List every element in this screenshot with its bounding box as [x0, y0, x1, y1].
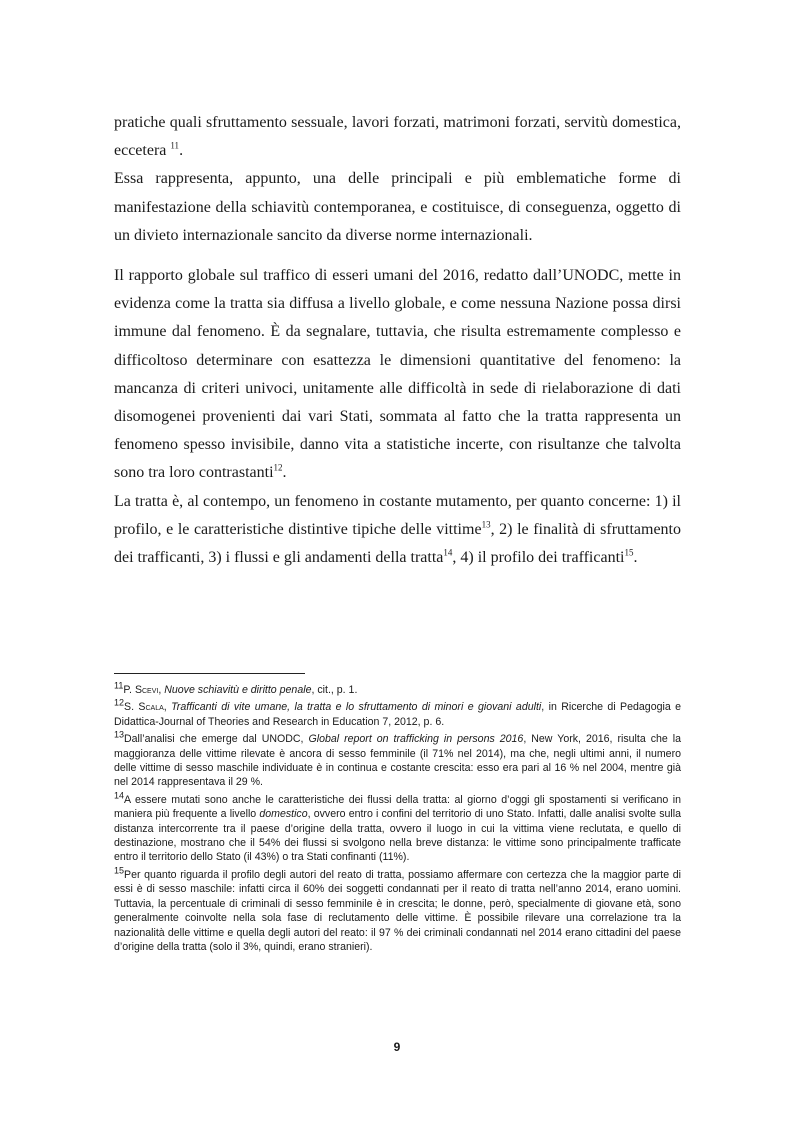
paragraph-1-text: pratiche quali sfruttamento sessuale, lavori forzati, matrimoni forzati, servitù domestica, eccetera	[114, 114, 681, 160]
footnote-ref-13[interactable]: 13	[481, 519, 491, 530]
footnote-number: 11	[114, 680, 124, 691]
footnote-number: 15	[114, 865, 125, 876]
footnote-ref-11[interactable]: 11	[170, 140, 180, 151]
paragraph-4-text-2: , 2) le finalità di sfruttamento dei trafficanti, 3) i flussi e gli andamenti della tratta	[114, 520, 682, 567]
paragraph-4-text-1: La tratta è, al contempo, un fenomeno in costante mutamento, per quanto concerne: 1) il profilo, e le caratteristiche distintive tipiche delle vittime	[114, 492, 681, 538]
footnote-author-initial: P.	[123, 684, 135, 696]
footnote-separator-text: ,	[163, 701, 172, 714]
footnote-text: , New York, 2016, risulta che la maggioranza delle vittime rilevate è ancora di sesso femminile (il 71% nel 2014), ma che, negli ultimi anni, il numero delle vittime di sesso maschile individuate è in continua e costante crescita: esso era pari al 16 % nel 2004, mentre già nel 2014 rappresentava il 29 %.	[114, 733, 682, 789]
footnote-ref-15[interactable]: 15	[624, 547, 634, 558]
paragraph-4	[114, 488, 681, 573]
footnote-13	[114, 729, 682, 790]
footnotes	[114, 680, 682, 957]
footnote-title: Trafficanti di vite umane, la tratta e lo sfruttamento di minori e giovani adulti	[171, 701, 542, 714]
footnote-12	[114, 697, 682, 729]
footnote-separator	[114, 673, 305, 674]
footnote-author: Scevi	[134, 684, 159, 696]
footnote-ref-14[interactable]: 14	[443, 547, 453, 558]
paragraph-3-text: Il rapporto globale sul traffico di esseri umani del 2016, redatto dall’UNODC, mette in evidenza come la tratta sia diffusa a livello globale, e come nessuna Nazione possa dirsi immune dal fenomeno. È da segnalare, tuttavia, che risulta estremamente complesso e difficoltoso determinare con esattezza le dimensioni quantitative del fenomeno: la mancanza di criteri univoci, unitamente alle difficoltà in sede di rielaborazione di dati disomogenei provenienti dai vari Stati, sommata al fatto che la tratta rappresenta un fenomeno spesso invisibile, danno vita a statistiche incerte, con risultanze che talvolta sono tra loro contrastanti	[114, 267, 681, 482]
footnote-text: Dall’analisi che emerge dal UNODC,	[124, 733, 309, 746]
footnote-14	[114, 790, 681, 865]
footnote-text: A essere mutati sono anche le caratteristiche dei flussi della tratta: al giorno d’oggi gli spostamenti si verificano in maniera più frequente a livello	[114, 793, 681, 821]
page-number: 9	[393, 1040, 401, 1054]
paragraph-1	[114, 109, 681, 165]
footnote-11	[114, 680, 681, 697]
footnote-number: 14	[114, 790, 125, 801]
footnote-text: , ovvero entro i confini del territorio di uno Stato. Infatti, dalle analisi svolte sulla distanza intercorrente tra il paese d’origine della tratta, ovvero il luogo in cui la vittima viene reclutata, e quello di destinazione, mostrano che il 54% dei flussi si svolgono nella breve distanza: le vittime sono principalmente trafficate entro il territorio dello Stato (il 43%) o tra Stati confinanti (11%).	[114, 808, 681, 864]
paragraph-1-end: .	[179, 142, 184, 160]
footnote-author: Scala	[138, 701, 164, 714]
footnote-ref-12[interactable]: 12	[273, 463, 283, 474]
footnote-number: 12	[114, 697, 125, 708]
paragraph-2: Essa rappresenta, appunto, una delle principali e più emblematiche forme di manifestazione della schiavitù contemporanea, e costituisce, di conseguenza, oggetto di un divieto internazionale sancito da diverse norme internazionali.	[114, 170, 681, 244]
paragraph-4-text-3: , 4) il profilo dei trafficanti	[452, 549, 625, 567]
main-text	[114, 109, 681, 572]
footnote-text: Per quanto riguarda il profilo degli autori del reato di tratta, possiamo affermare con certezza che la maggior parte di essi è di sesso maschile: infatti circa il 60% dei soggetti condannati per il reato di tratta nell’anno 2014, erano uomini. Tuttavia, la percentuale di criminali di sesso femminile è in crescita; le donne, però, specialmente di giovane età, sono generalmente coinvolte nella sola fase di reclutamento delle vittime. È possibile rilevare una correlazione tra la nazionalità delle vittime e quella degli autori del reato: il 97 % dei criminali condannati nel 2014 erano cittadini del paese d’origine della tratta (solo il 3%, quindi, erano stranieri).	[114, 868, 681, 953]
paragraph-3-end: .	[282, 464, 287, 482]
footnote-title: Global report on trafficking in persons 2016	[308, 733, 524, 746]
footnote-separator-text: ,	[158, 684, 165, 696]
footnote-author-initial: S.	[124, 701, 139, 714]
footnote-number: 13	[114, 729, 125, 740]
footnote-text: , in Ricerche di Pedagogia e Didattica-Journal of Theories and Research in Education 7, 2012, p. 6.	[114, 701, 682, 728]
paragraph-3	[114, 262, 681, 488]
footnote-15	[114, 865, 681, 954]
footnote-text: , cit., p. 1.	[311, 684, 358, 696]
footnote-emphasis: domestico	[259, 808, 308, 821]
paragraph-4-end: .	[633, 549, 638, 567]
footnote-title: Nuove schiavitù e diritto penale	[164, 684, 312, 696]
